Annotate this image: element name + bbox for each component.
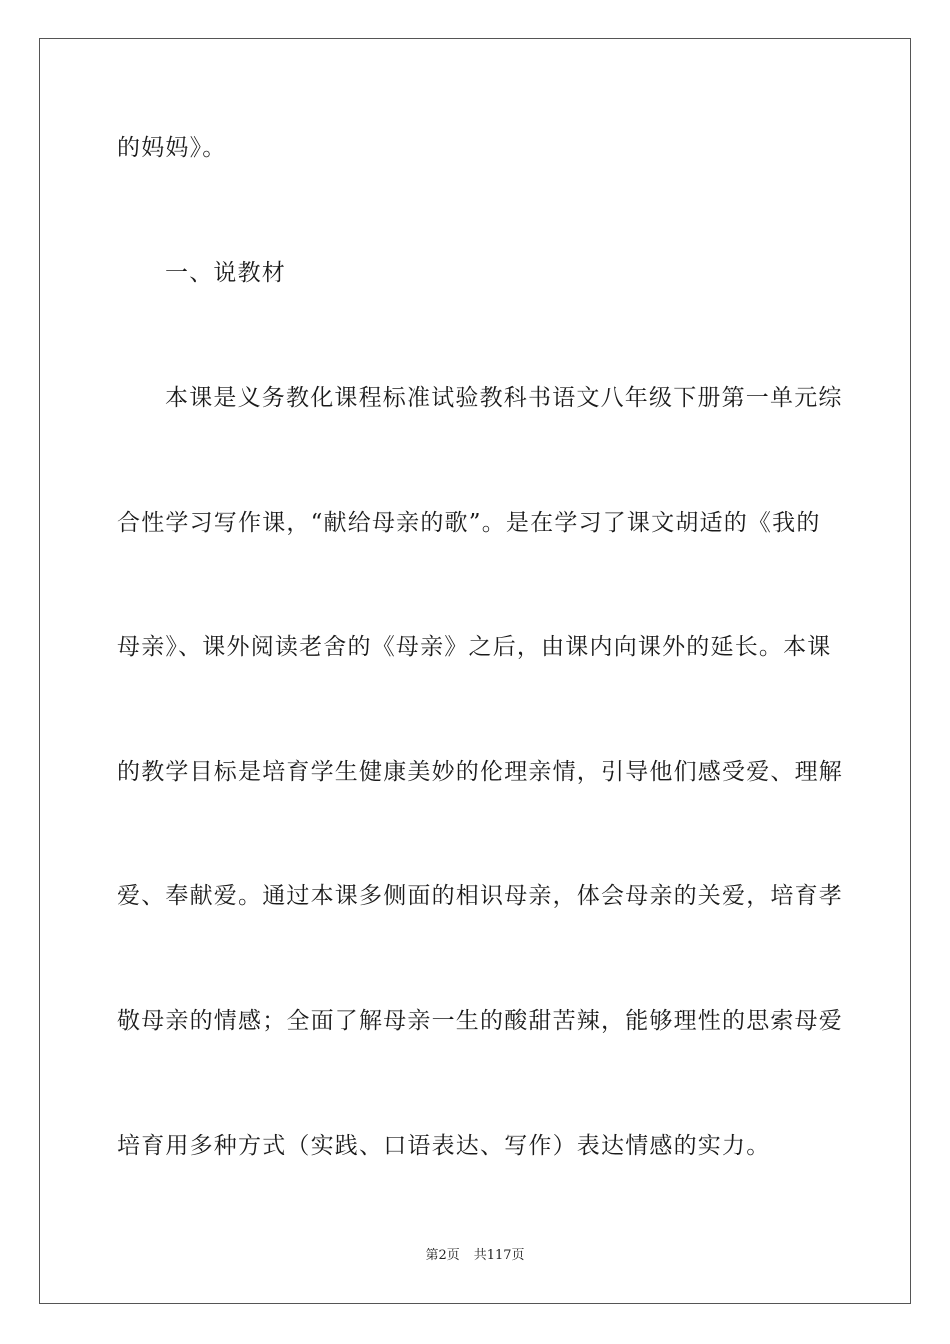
paragraph-line-2: 合性学习写作课，“献给母亲的歌”。是在学习了课文胡适的《我的 [117, 510, 821, 536]
section-heading: 一、说教材 [165, 260, 286, 286]
page-frame [39, 38, 911, 1304]
paragraph-line-1: 本课是义务教化课程标准试验教科书语文八年级下册第一单元综 [165, 385, 843, 411]
paragraph-line-4: 的教学目标是培育学生健康美妙的伦理亲情，引导他们感受爱、理解 [117, 759, 843, 785]
page-number: 第2页 [425, 1248, 460, 1263]
paragraph-line-7: 培育用多种方式（实践、口语表达、写作）表达情感的实力。 [117, 1133, 771, 1159]
paragraph-line-3: 母亲》、课外阅读老舍的《母亲》之后，由课内向课外的延长。本课 [117, 634, 832, 660]
text-line-continuation: 的妈妈》。 [117, 135, 227, 161]
page-total: 共117页 [473, 1248, 525, 1263]
paragraph-line-5: 爱、奉献爱。通过本课多侧面的相识母亲，体会母亲的关爱，培育孝 [117, 883, 843, 909]
page-footer [0, 1247, 950, 1265]
paragraph-line-6: 敬母亲的情感；全面了解母亲一生的酸甜苦辣，能够理性的思索母爱 [117, 1008, 843, 1034]
